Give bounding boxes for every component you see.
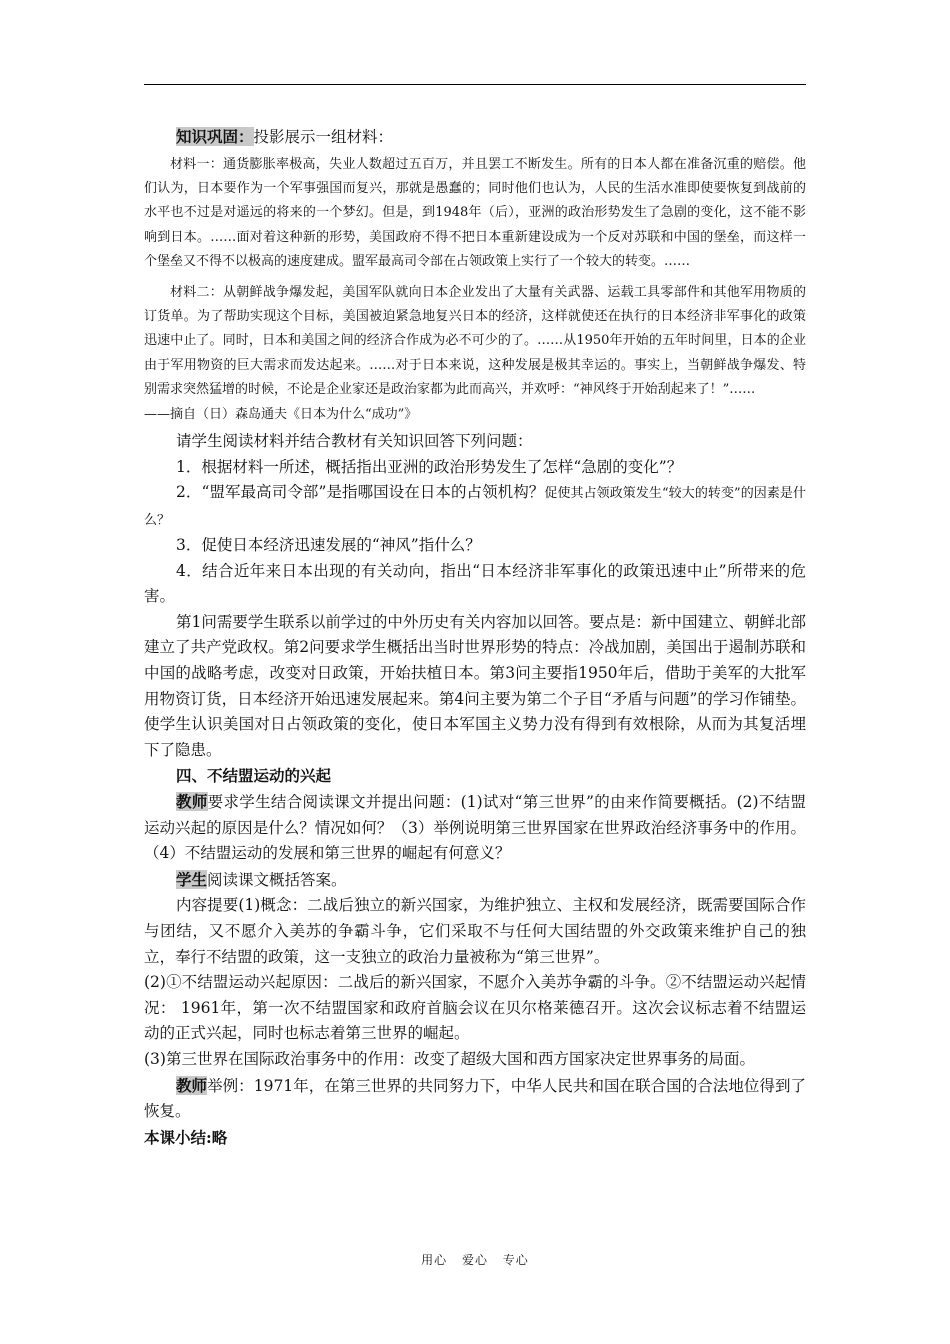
question-4: 4．结合近年来日本出现的有关动向，指出“日本经济非军事化的政策迅速中止”所带来的危害。 bbox=[144, 561, 806, 606]
question-prompt: 请学生阅读材料并结合教材有关知识回答下列问题： bbox=[176, 432, 533, 451]
lesson-summary: 本课小结:略 bbox=[144, 1127, 228, 1147]
student-action bbox=[144, 867, 806, 894]
source-citation: ——摘自（日）森岛通夫《日本为什么“成功”》 bbox=[144, 406, 418, 422]
question-2-main: 2．“盟军最高司令部”是指哪国设在日本的占领机构？ bbox=[176, 483, 545, 502]
point-two: (2)①不结盟运动兴起原因：二战后的新兴国家，不愿介入美苏争霸的斗争。②不结盟运动兴起情况： 1961年，第一次不结盟国家和政府首脑会议在贝尔格莱德召开。这次会议标志着不结盟运动的正式兴起，同时也标志着第三世界的崛起。 bbox=[144, 973, 806, 1043]
material-two: 材料二：从朝鲜战争爆发起，美国军队就向日本企业发出了大量有关武器、运载工具零部件和其他军用物质的订货单。为了帮助实现这个目标，美国被迫紧急地复兴日本的经济，这样就使还在执行的日本经济非军事化的政策迅速中止了。同时，日本和美国之间的经济合作成为必不可少的了。……从1950年开始的五年时间里，日本的企业由于军用物资的巨大需求而发达起来。……对于日本来说，这种发展是极其幸运的。事实上，当朝鲜战争爆发、特别需求突然猛增的时候，不论是企业家还是政治家都为此而高兴，并欢呼：“神风终于开始刮起来了！”…… bbox=[144, 284, 806, 398]
teacher-question bbox=[144, 789, 806, 867]
material-one: 材料一：通货膨胀率极高，失业人数超过五百万，并且罢工不断发生。所有的日本人都在准备沉重的赔偿。他们认为，日本要作为一个军事强国而复兴，那就是愚蠢的；同时他们也认为，人民的生活水准即使要恢复到战前的水平也不过是对遥远的将来的一个梦幻。但是，到1948年（后），亚洲的政治形势发生了急剧的变化，这不能不影响到日本。……面对着这种新的形势，美国政府不得不把日本重新建设成为一个反对苏联和中国的堡垒，而这样一个堡垒又不得不以极高的速度建成。盟军最高司令部在占领政策上实行了一个较大的转变。…… bbox=[144, 156, 806, 270]
question-2-followup: 促使其占领政策发生“较大的转变”的因素是什么？ bbox=[144, 486, 806, 528]
teacher-example bbox=[144, 1073, 806, 1125]
header-rule bbox=[144, 84, 806, 85]
consolidation-text: 投影展示一组材料： bbox=[253, 128, 394, 146]
teacher-example-text: 举例：1971年，在第三世界的共同努力下，中华人民共和国在联合国的合法地位得到了恢复。 bbox=[144, 1076, 806, 1121]
teacher-label: 教师 bbox=[176, 792, 208, 811]
answer-explanation: 第1问需要学生联系以前学过的中外历史有关内容加以回答。要点是：新中国建立、朝鲜北部建立了共产党政权。第2问要求学生概括出当时世界形势的特点：冷战加剧，美国出于遏制苏联和中国的战略考虑，改变对日政策，开始扶植日本。第3问主要指1950年后，借助于美军的大批军用物资订货，日本经济开始迅速发展起来。第4问主要为第二个子目“矛盾与问题”的学习作铺垫。使学生认识美国对日占领政策的变化，使日本军国主义势力没有得到有效根除，从而为其复活埋下了隐患。 bbox=[144, 612, 806, 759]
student-action-text: 阅读课文概括答案。 bbox=[207, 870, 347, 889]
question-2 bbox=[144, 480, 806, 533]
teacher-example-label: 教师 bbox=[176, 1075, 208, 1095]
point-three: (3)第三世界在国际政治事务中的作用：改变了超级大国和西方国家决定世界事务的局面。 bbox=[144, 1049, 755, 1068]
content-summary: 内容提要(1)概念：二战后独立的新兴国家，为维护独立、主权和发展经济，既需要国际合作与团结，又不愿介入美苏的争霸斗争，它们采取不与任何大国结盟的外交政策来维护自己的独立，奉行不结盟的政策，这一支独立的政治力量被称为“第三世界”。 bbox=[144, 896, 806, 966]
consolidation-label: 知识巩固： bbox=[176, 127, 254, 146]
section-four-title: 四、不结盟运动的兴起 bbox=[176, 766, 332, 786]
student-label: 学生 bbox=[176, 869, 208, 889]
page-footer: 用心 爱心 专心 bbox=[421, 1253, 529, 1267]
question-3: 3．促使日本经济迅速发展的“神风”指什么？ bbox=[176, 536, 481, 555]
teacher-question-text: 要求学生结合阅读课文并提出问题：(1)试对“第三世界”的由来作简要概括。(2)不结盟运动兴起的原因是什么？情况如何？（3）举例说明第三世界国家在世界政治经济事务中的作用。（4）不结盟运动的发展和第三世界的崛起有何意义？ bbox=[144, 793, 806, 863]
document-body bbox=[144, 124, 806, 1150]
consolidation-line bbox=[144, 124, 806, 151]
question-1: 1．根据材料一所述，概括指出亚洲的政治形势发生了怎样“急剧的变化”？ bbox=[176, 457, 683, 476]
